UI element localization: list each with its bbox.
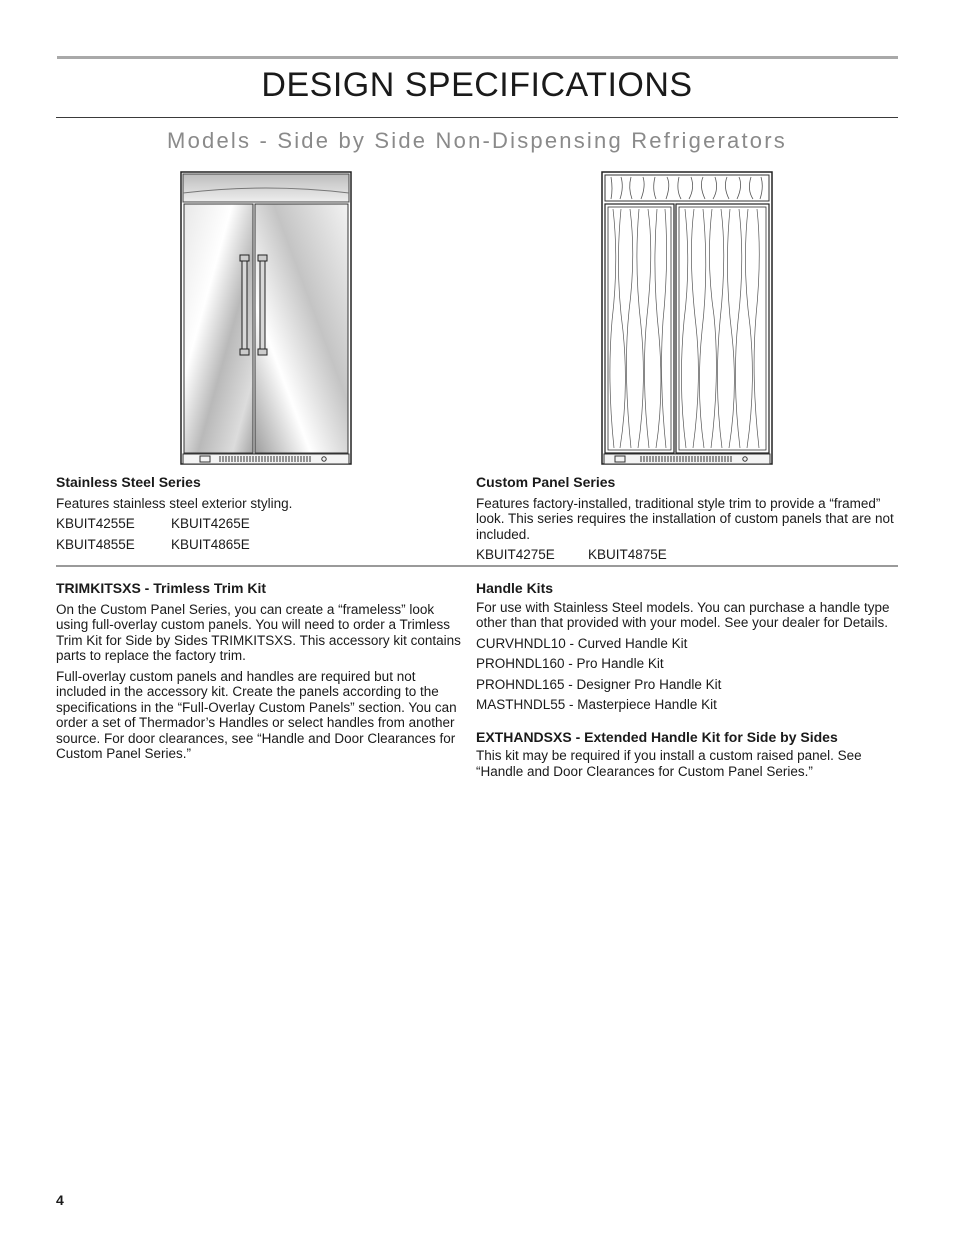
handle-kits-heading: Handle Kits (476, 580, 554, 596)
model-number: KBUIT4875E (588, 547, 667, 562)
model-row (476, 547, 896, 563)
extended-handle-kit-heading: EXTHANDSXS - Extended Handle Kit for Side by Sides (476, 728, 838, 745)
custom-panel-refrigerator-image (601, 171, 773, 467)
stainless-series-heading: Stainless Steel Series (56, 474, 201, 490)
page-number: 4 (56, 1192, 64, 1208)
handle-kit-item: PROHNDL165 - Designer Pro Handle Kit (476, 676, 722, 692)
handle-kits-section (476, 581, 896, 779)
trim-kit-section (56, 581, 466, 762)
stainless-series-description: Features stainless steel exterior styling. (56, 495, 293, 511)
page-subtitle: Models - Side by Side Non-Dispensing Refrigerators (167, 128, 787, 153)
custom-panel-series-heading: Custom Panel Series (476, 474, 616, 490)
trim-kit-paragraph-1: On the Custom Panel Series, you can create a “frameless” look using full-overlay custom panels. You will need to order a Trimless Trim Kit for Side by Sides TRIMKITSXS. This accessory kit contains parts to replace the factory trim. (56, 601, 461, 663)
model-number: KBUIT4265E (171, 516, 250, 531)
top-rule (57, 56, 898, 59)
custom-panel-series-description: Features factory-installed, traditional style trim to provide a “framed” look. This series requires the installation of custom panels that are not included. (476, 495, 894, 542)
page-title: DESIGN SPECIFICATIONS (261, 66, 693, 104)
title-rule (56, 117, 898, 118)
model-row (56, 537, 466, 553)
handle-kits-description: For use with Stainless Steel models. You can purchase a handle type other than that provided with your model. See your dealer for Details. (476, 599, 890, 630)
handle-kit-item: PROHNDL160 - Pro Handle Kit (476, 656, 664, 671)
model-row (56, 516, 466, 532)
handle-kit-item: CURVHNDL10 - Curved Handle Kit (476, 635, 688, 651)
trim-kit-paragraph-2: Full-overlay custom panels and handles are required but not included in the accessory kit. Create the panels according to the specifications in the “Full-Overlay Custom Panels” section. You can order a set of Thermador’s Handles or select handles from another source. For door clearances, see “Handle and Door Clearances for Custom Panel Series.” (56, 668, 457, 761)
extended-handle-kit-description: This kit may be required if you install a custom raised panel. See “Handle and Door Clearances for Custom Panel Series.” (476, 748, 862, 779)
stainless-series-section (56, 475, 466, 552)
section-divider (56, 565, 898, 567)
trim-kit-heading: TRIMKITSXS - Trimless Trim Kit (56, 580, 267, 596)
handle-kit-item: MASTHNDL55 - Masterpiece Handle Kit (476, 697, 717, 712)
model-number: KBUIT4865E (171, 536, 250, 552)
stainless-refrigerator-image (180, 171, 352, 467)
custom-panel-series-section (476, 475, 896, 563)
model-number: KBUIT4855E (56, 536, 135, 552)
model-number: KBUIT4275E (476, 547, 555, 562)
model-number: KBUIT4255E (56, 516, 135, 531)
